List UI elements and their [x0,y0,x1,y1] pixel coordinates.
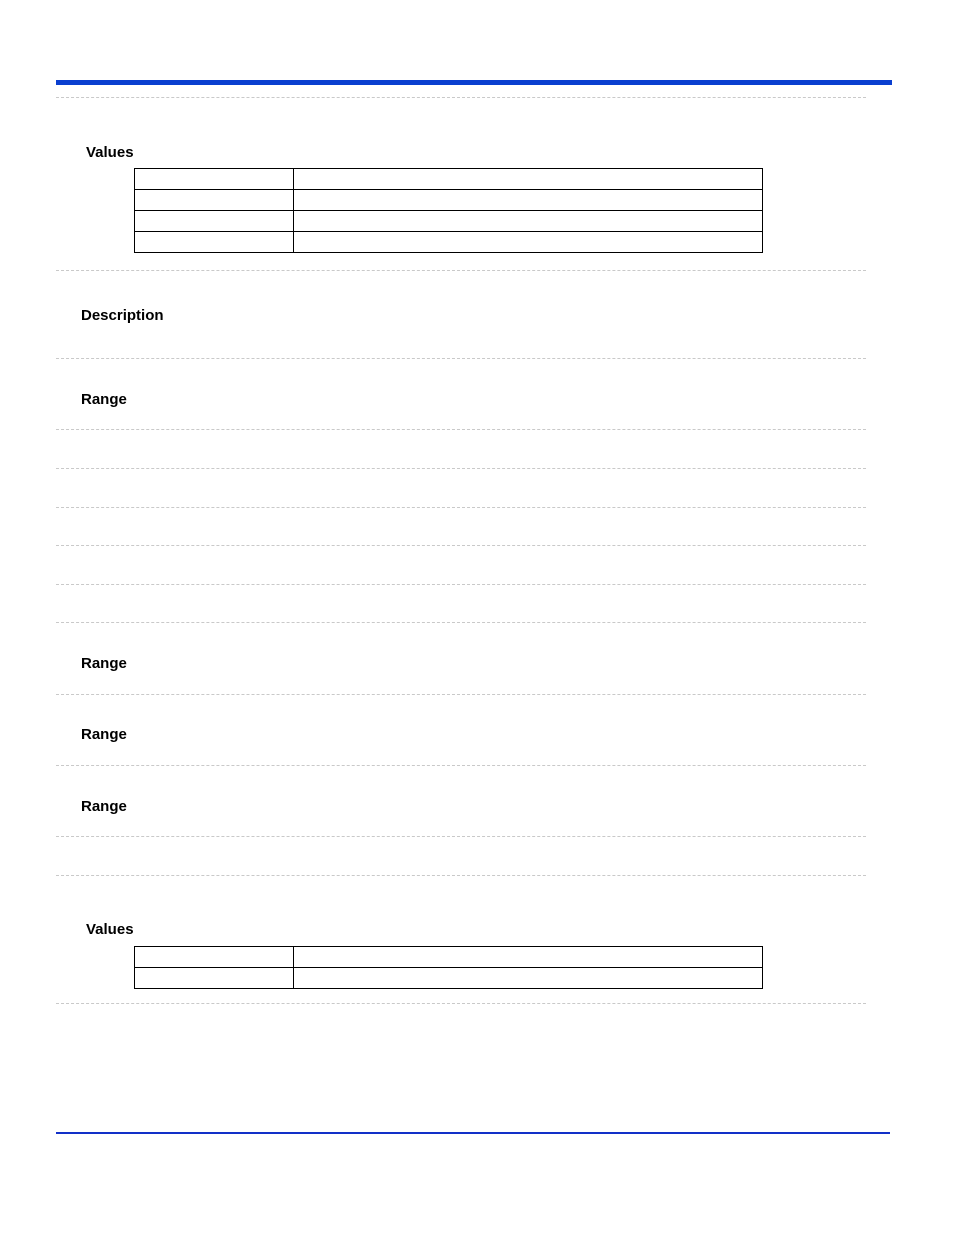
table-cell-key [135,947,294,968]
divider [56,545,866,546]
table-row [135,968,763,989]
values-heading: Values [86,921,134,938]
divider [56,507,866,508]
table-cell-value [294,947,763,968]
table-cell-value [294,190,763,211]
values-heading: Values [86,144,134,161]
range-heading: Range [81,726,127,743]
table-cell-value [294,968,763,989]
divider [56,584,866,585]
values-table [134,946,763,989]
table-row [135,947,763,968]
divider [56,270,866,271]
table-cell-value [294,232,763,253]
table-row [135,169,763,190]
table-cell-value [294,211,763,232]
divider [56,97,866,98]
range-heading: Range [81,798,127,815]
divider [56,1003,866,1004]
description-heading: Description [81,307,164,324]
table-row [135,211,763,232]
divider [56,358,866,359]
table-cell-key [135,968,294,989]
divider [56,836,866,837]
table-cell-key [135,190,294,211]
divider [56,622,866,623]
table-cell-value [294,169,763,190]
footer-rule [56,1132,890,1134]
table-row [135,190,763,211]
table-cell-key [135,211,294,232]
range-heading: Range [81,655,127,672]
table-row [135,232,763,253]
divider [56,875,866,876]
table-cell-key [135,232,294,253]
divider [56,694,866,695]
divider [56,468,866,469]
header-rule [56,80,892,85]
values-table [134,168,763,253]
divider [56,429,866,430]
table-cell-key [135,169,294,190]
range-heading: Range [81,391,127,408]
divider [56,765,866,766]
